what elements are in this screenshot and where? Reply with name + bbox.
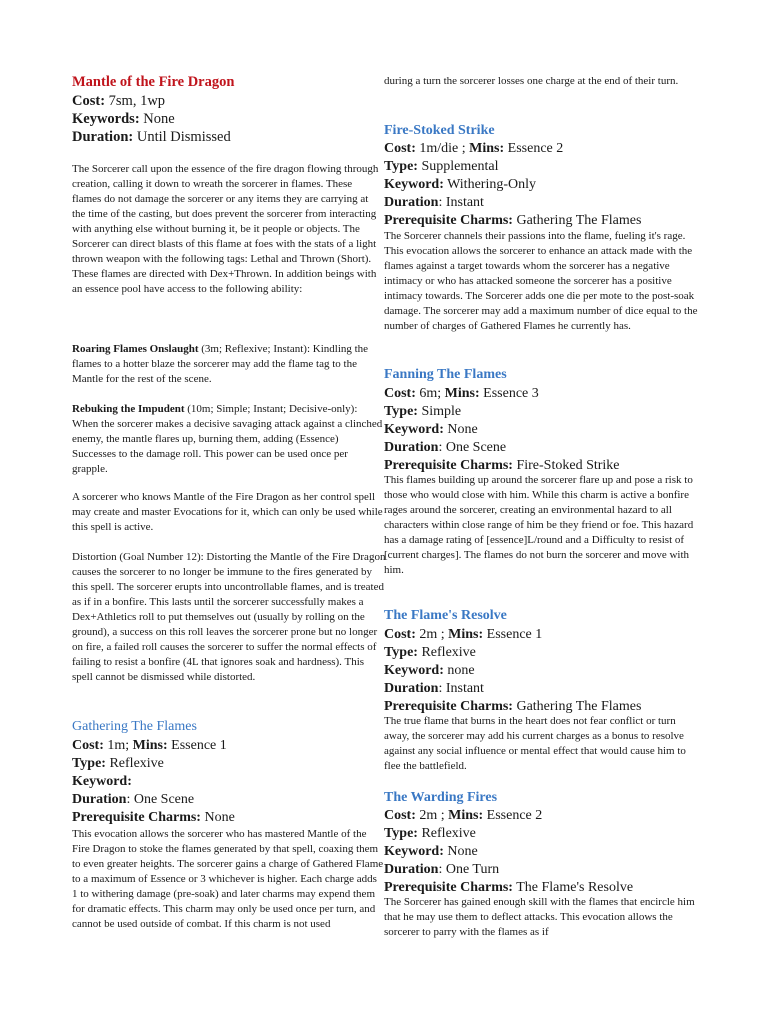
gathering-cost: Cost: 1m; Mins: Essence 1 bbox=[72, 738, 227, 753]
resolve-prereq: Prerequisite Charms: Gathering The Flames bbox=[384, 699, 642, 714]
fire-stoked-cost: Cost: 1m/die ; Mins: Essence 2 bbox=[384, 141, 564, 156]
fire-stoked-type: Type: Supplemental bbox=[384, 159, 499, 174]
distortion-text: Distortion (Goal Number 12): Distorting the Mantle of the Fire Dragon causes the sorcerer to no longer be immune to the fires generated by this spell. The sorcerer erupts into uncontrollable flames, and is treated as if in a bonfire. This lasts until the sorcerer successfully makes a Dex+Athletics roll to put themselves out (usually by rolling on the ground), a success on this roll leaves the sorcerer prone but no longer on fire, a failed roll causes the sorcerer to suffer the normal effects of failing to resist a bonfire (4L that ignores soak and hardness). This spell cannot be dismissed while distorted. bbox=[72, 551, 386, 683]
fanning-type: Type: Simple bbox=[384, 404, 462, 419]
warding-cost: Cost: 2m ; Mins: Essence 2 bbox=[384, 808, 543, 823]
spell-cost: Cost: 7sm, 1wp bbox=[72, 93, 166, 109]
gathering-duration: Duration: One Scene bbox=[72, 792, 195, 807]
warding-title: The Warding Fires bbox=[384, 790, 498, 805]
spell-duration: Duration: Until Dismissed bbox=[72, 129, 231, 145]
rebuking-ability: Rebuking the Impudent (10m; Simple; Instant; Decisive-only): When the sorcerer makes a decisive savaging attack against a clinched enemy, the mantle flares up, burning them, adding (Essence) Successes to the damage roll. This power can be used once per grapple. bbox=[72, 403, 383, 475]
gathering-keyword: Keyword: bbox=[72, 774, 132, 789]
fanning-text: This flames building up around the sorcerer flare up and pose a risk to those who would close with him. While this charm is active a bonfire rages around the sorcerer, creating an environmental hazard to all characters within close range of him be they friend or foe. This hazard has a damage rating of [essence]L/round and a Difficulty to resist of [current charges]. The flames do not burn the sorcerer and move with him. bbox=[384, 474, 694, 576]
warding-prereq: Prerequisite Charms: The Flame's Resolve bbox=[384, 880, 634, 895]
fanning-duration: Duration: One Scene bbox=[384, 440, 507, 455]
resolve-duration: Duration: Instant bbox=[384, 681, 484, 696]
fire-stoked-duration: Duration: Instant bbox=[384, 195, 484, 210]
resolve-type: Type: Reflexive bbox=[384, 645, 476, 660]
continuation-text: during a turn the sorcerer losses one charge at the end of their turn. bbox=[384, 75, 679, 87]
fanning-cost: Cost: 6m; Mins: Essence 3 bbox=[384, 386, 539, 401]
warding-text: The Sorcerer has gained enough skill with the flames that encircle him that he may use them to deflect attacks. This evocation allows the sorcerer to parry with the flames as if bbox=[384, 896, 695, 938]
warding-keyword: Keyword: None bbox=[384, 844, 478, 859]
resolve-keyword: Keyword: none bbox=[384, 663, 475, 678]
gathering-text: This evocation allows the sorcerer who has mastered Mantle of the Fire Dragon to stoke the flames generated by that spell, coaxing them to even greater heights. The sorcerer gains a charge of Gathered Flame to a maximum of Essence or 3 whichever is higher. Each charge adds 1 to withering damage (pre-soak) and later charms may expend them for dramatic effects. This charm may only be used once per turn, and cannot be used outside of combat. If this charm is not used bbox=[72, 828, 384, 930]
resolve-title: The Flame's Resolve bbox=[384, 608, 507, 623]
warding-duration: Duration: One Turn bbox=[384, 862, 500, 877]
resolve-cost: Cost: 2m ; Mins: Essence 1 bbox=[384, 627, 543, 642]
control-spell-text: A sorcerer who knows Mantle of the Fire Dragon as her control spell may create and master Evocations for it, which can only be used while this spell is active. bbox=[72, 491, 383, 533]
spell-title: Mantle of the Fire Dragon bbox=[72, 74, 235, 90]
gathering-prereq: Prerequisite Charms: None bbox=[72, 810, 235, 825]
spell-keywords: Keywords: None bbox=[72, 111, 175, 127]
fanning-keyword: Keyword: None bbox=[384, 422, 478, 437]
resolve-text: The true flame that burns in the heart does not fear conflict or turn away, the sorcerer may add his current charges as a bonus to resolve against any social influence or mental effect that would cause him to flee the battlefield. bbox=[384, 715, 686, 772]
fire-stoked-text: The Sorcerer channels their passions into the flame, fueling it's rage. This evocation allows the sorcerer to enhance an attack made with the flames against a target towards whom the sorcerer has a negative intimacy or who has attacked someone the sorcerer has a positive intimacy towards. The Sorcerer adds one die per mote to the post-soak damage. The sorcerer may add a maximum number of dice equal to the number of charges of Gathered Flames he currently has. bbox=[384, 230, 698, 332]
fire-stoked-prereq: Prerequisite Charms: Gathering The Flames bbox=[384, 213, 642, 228]
gathering-title: Gathering The Flames bbox=[72, 719, 197, 734]
gathering-type: Type: Reflexive bbox=[72, 756, 164, 771]
warding-type: Type: Reflexive bbox=[384, 826, 476, 841]
fire-stoked-title: Fire-Stoked Strike bbox=[384, 123, 495, 138]
fanning-prereq: Prerequisite Charms: Fire-Stoked Strike bbox=[384, 458, 620, 473]
fire-stoked-keyword: Keyword: Withering-Only bbox=[384, 177, 536, 192]
spell-intro: The Sorcerer call upon the essence of the fire dragon flowing through creation, calling it down to wreath the sorcerer in flames. These flames do not damage the sorcerer or any items they are carrying at the time of the casting, but does prevent the sorcerer from interacting with anything else without burning it, be it people or objects. The Sorcerer can direct blasts of this flame at foes with the stats of a light thrown weapon with the following tags: Lethal and Thrown (Short). These flames are directed with Dex+Thrown. In addition beings with an essence pool have access to the following ability: bbox=[72, 163, 379, 295]
fanning-title: Fanning The Flames bbox=[384, 367, 507, 382]
roaring-flames-ability: Roaring Flames Onslaught (3m; Reflexive; Instant): Kindling the flames to a hotter blaze the sorcerer may add the flame tag to the Mantle for the rest of the scene. bbox=[72, 343, 369, 385]
